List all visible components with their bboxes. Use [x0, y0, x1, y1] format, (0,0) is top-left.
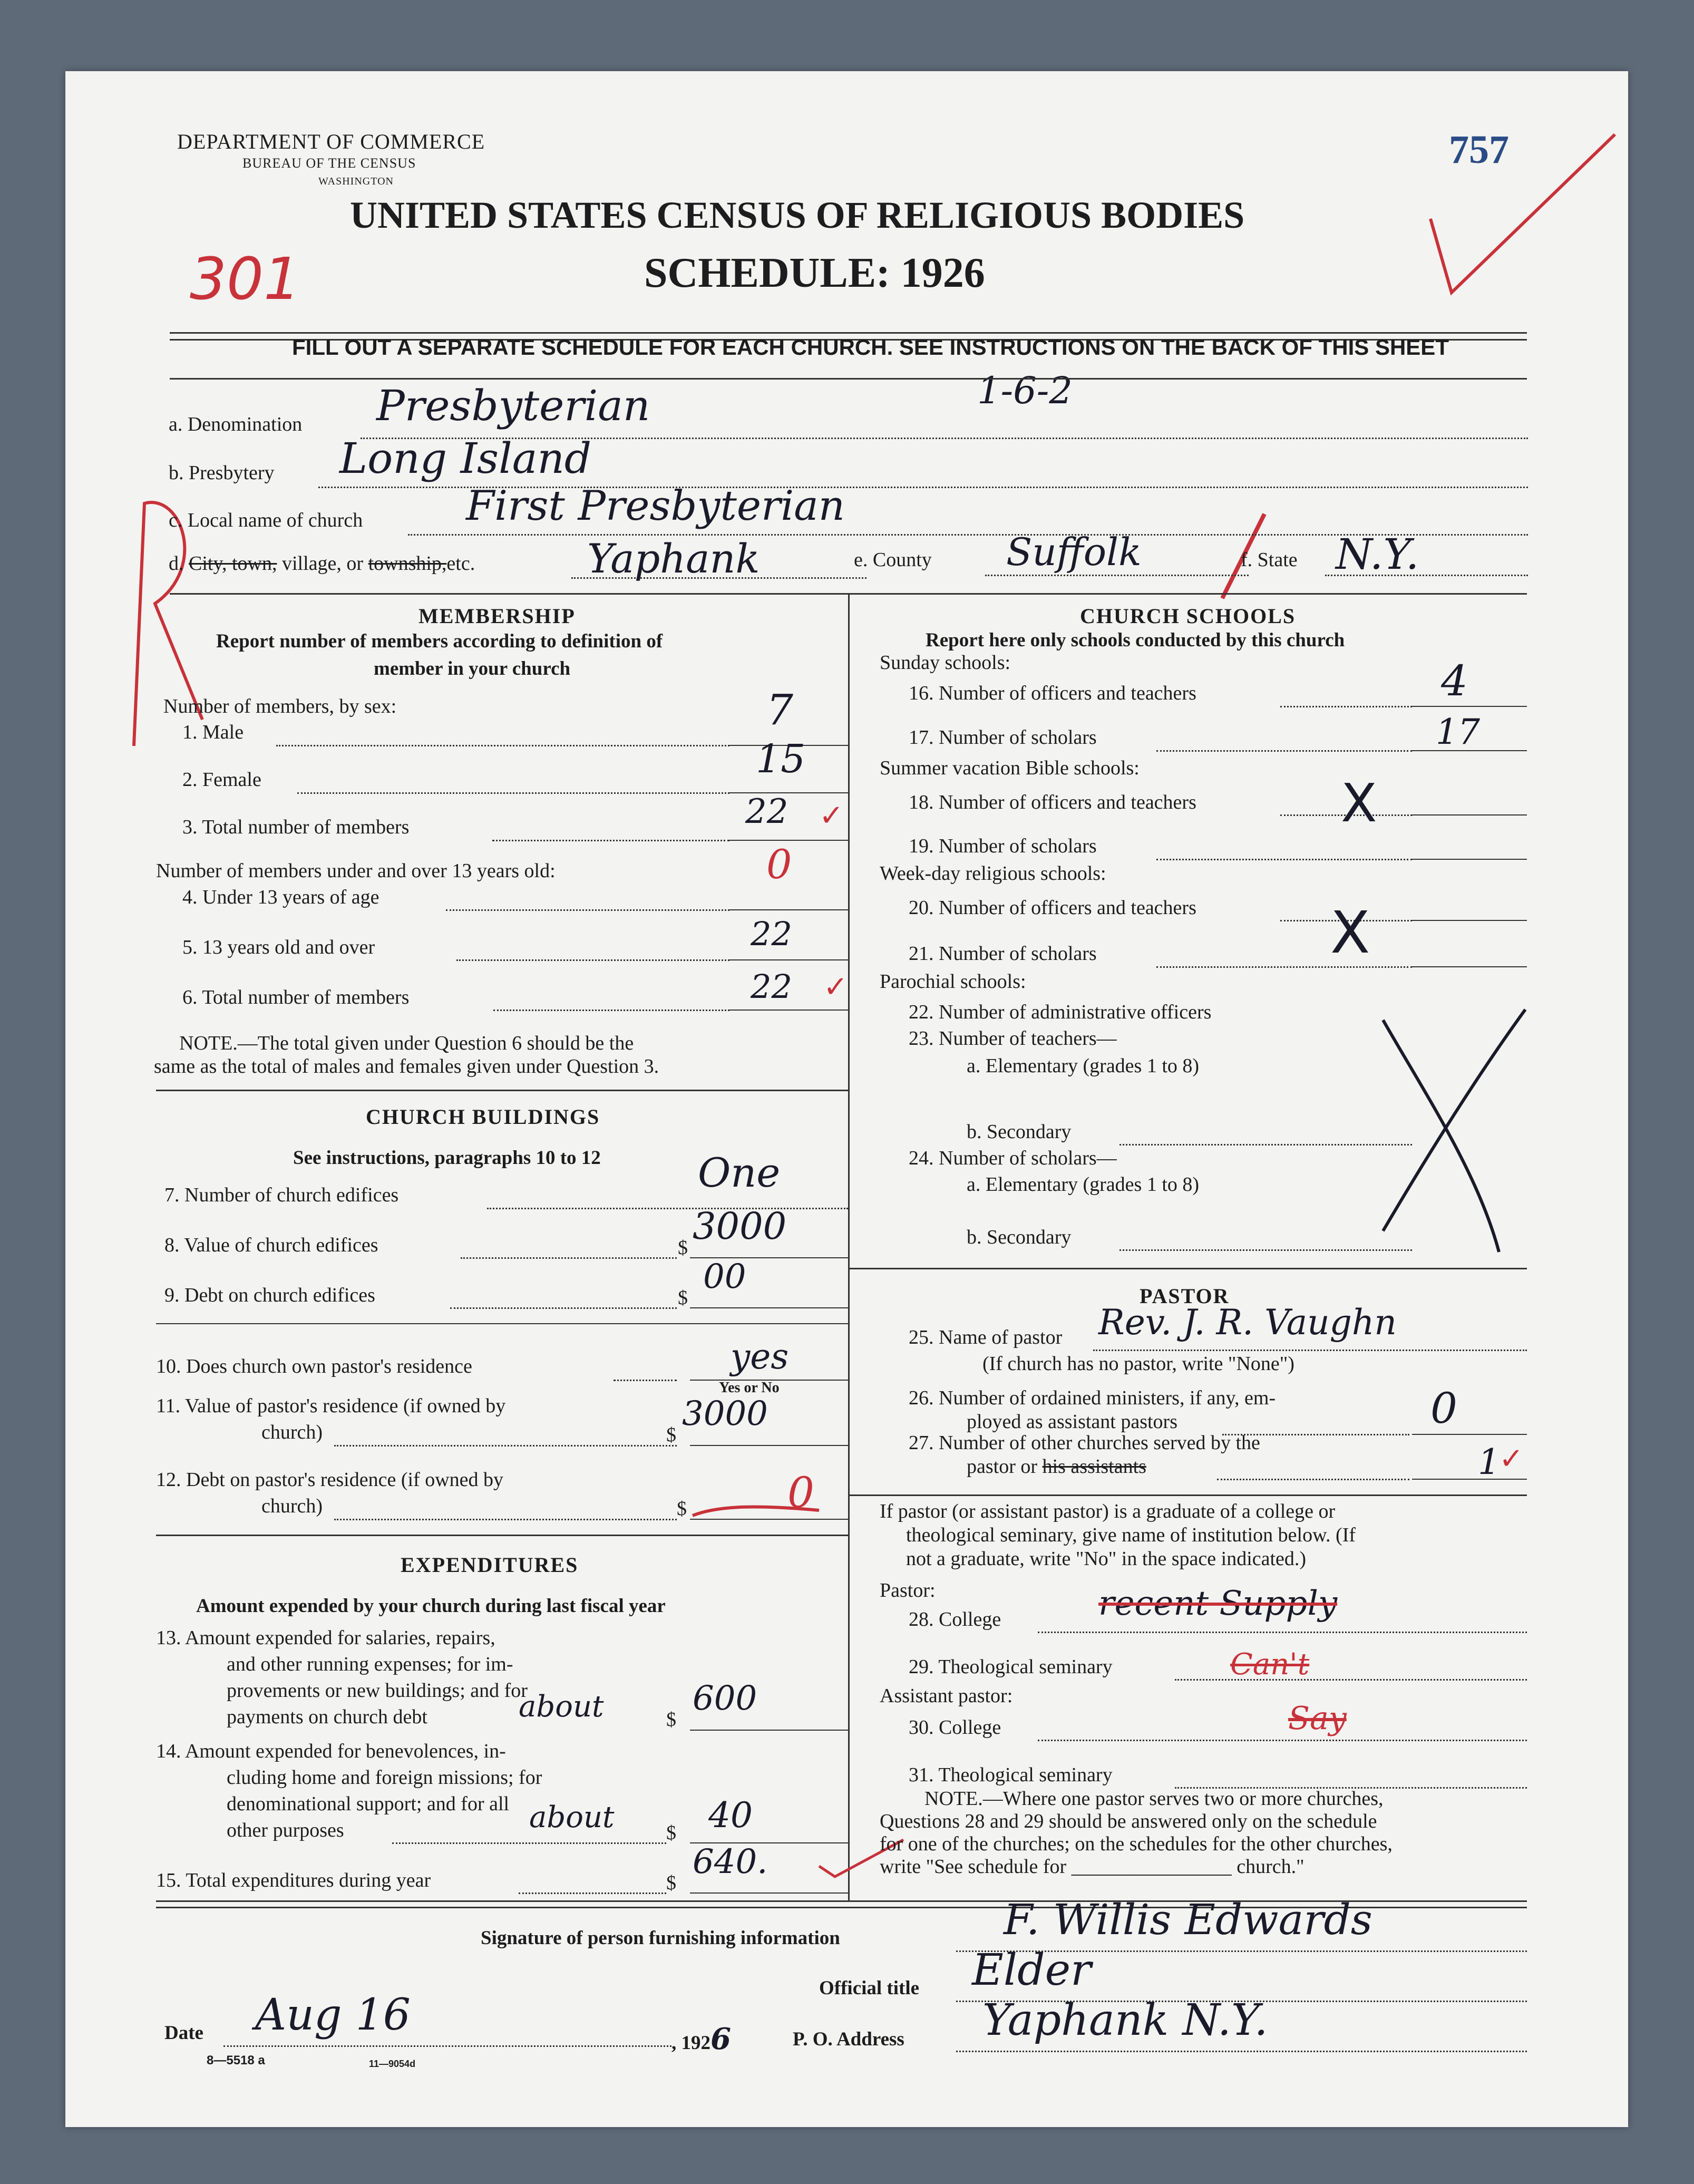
q16-value: 4	[1441, 656, 1468, 705]
q7-value: One	[698, 1149, 781, 1196]
q27-line-1: 27. Number of other churches served by the	[909, 1432, 1260, 1454]
weekday-heading: Week-day religious schools:	[880, 862, 1106, 885]
instruction-line: FILL OUT A SEPARATE SCHEDULE FOR EACH CHURCH. SEE INSTRUCTIONS ON THE BACK OF THIS SHEET	[292, 335, 1449, 360]
q14-line-4: other purposes	[227, 1819, 344, 1841]
q9-dollar: $	[678, 1287, 688, 1309]
signature-value: F. Willis Edwards	[1004, 1895, 1372, 1944]
q28-label: 28. College	[909, 1608, 1001, 1630]
presbytery-label: b. Presbytery	[169, 462, 275, 484]
q17-value: 17	[1436, 712, 1480, 752]
date-value: Aug 16	[255, 1990, 411, 2040]
county-label: e. County	[854, 549, 932, 571]
sunday-heading: Sunday schools:	[880, 652, 1011, 674]
pastor-note-3: for one of the churches; on the schedules for the other churches,	[880, 1833, 1393, 1855]
state-label: f. State	[1241, 549, 1298, 571]
q21-label: 21. Number of scholars	[909, 943, 1097, 965]
hand-number: 301	[190, 245, 300, 313]
form-number: 8—5518 a	[207, 2053, 265, 2067]
q10-hint: Yes or No	[719, 1380, 780, 1396]
membership-note-2: same as the total of males and females given under Question 3.	[154, 1055, 659, 1078]
q31-label: 31. Theological seminary	[909, 1764, 1113, 1786]
q30-label: 30. College	[909, 1716, 1001, 1739]
q18-value: X	[1341, 772, 1377, 834]
q12-value: 0	[787, 1468, 814, 1517]
q29-label: 29. Theological seminary	[909, 1656, 1113, 1678]
po-address-value: Yaphank N.Y.	[982, 1995, 1268, 2045]
pastor-note-2: Questions 28 and 29 should be answered only on the schedule	[880, 1810, 1377, 1832]
q12-label-1: 12. Debt on pastor's residence (if owned by	[156, 1469, 504, 1491]
form-title: UNITED STATES CENSUS OF RELIGIOUS BODIES	[350, 194, 1245, 236]
q1-value: 7	[766, 685, 793, 734]
state-value: N.Y.	[1336, 530, 1419, 579]
q3-check-icon: ✓	[819, 800, 844, 832]
locality-value: Yaphank	[587, 535, 760, 582]
q8-value: 3000	[693, 1205, 787, 1248]
q6-label: 6. Total number of members	[182, 986, 410, 1008]
q13-line-3: provements or new buildings; and for	[227, 1680, 528, 1702]
church-name-label: c. Local name of church	[169, 509, 363, 531]
by-sex-heading: Number of members, by sex:	[163, 695, 397, 717]
po-address-label: P. O. Address	[793, 2028, 904, 2050]
expenditures-title: EXPENDITURES	[401, 1553, 579, 1577]
county-value: Suffolk	[1006, 530, 1142, 574]
q5-label: 5. 13 years old and over	[182, 936, 375, 958]
q8-label: 8. Value of church edifices	[164, 1234, 378, 1256]
q24b-label: b. Secondary	[967, 1226, 1072, 1248]
q27-value: 1	[1478, 1442, 1500, 1482]
q5-value: 22	[751, 915, 792, 953]
q3-value: 22	[745, 792, 788, 831]
census-schedule-sheet	[65, 71, 1628, 2127]
q14-line-1: 14. Amount expended for benevolences, in-	[156, 1740, 506, 1762]
q26-line-2: ployed as assistant pastors	[967, 1411, 1178, 1433]
q15-label: 15. Total expenditures during year	[156, 1869, 431, 1891]
q10-label: 10. Does church own pastor's residence	[156, 1355, 472, 1377]
pastor-subheading: Pastor:	[880, 1579, 936, 1601]
q10-value: yes	[731, 1336, 789, 1377]
membership-title: MEMBERSHIP	[418, 604, 576, 628]
q4-label: 4. Under 13 years of age	[182, 886, 379, 908]
city-line: WASHINGTON	[318, 176, 394, 187]
q19-label: 19. Number of scholars	[909, 835, 1097, 857]
age-heading: Number of members under and over 13 years old:	[156, 860, 556, 882]
expenditures-subtitle: Amount expended by your church during last fiscal year	[196, 1595, 666, 1617]
q8-dollar: $	[678, 1237, 688, 1259]
q23a-label: a. Elementary (grades 1 to 8)	[967, 1055, 1200, 1077]
q13-dollar: $	[666, 1709, 676, 1731]
buildings-title: CHURCH BUILDINGS	[366, 1105, 600, 1129]
q27-check-icon: ✓	[1499, 1443, 1524, 1476]
q30-value: Say	[1288, 1700, 1347, 1737]
parochial-cross-icon	[1351, 1004, 1562, 1257]
presbytery-value: Long Island	[339, 434, 592, 483]
q25-label: 25. Name of pastor	[909, 1326, 1063, 1348]
q14-line-3: denominational support; and for all	[227, 1793, 510, 1815]
classification-code: 1-6-2	[977, 369, 1073, 412]
q20-value: X	[1330, 899, 1370, 966]
q11-dollar: $	[666, 1424, 676, 1446]
membership-subtitle-1: Report number of members according to definition of	[216, 630, 663, 652]
q12-dollar: $	[677, 1498, 687, 1520]
grad-note-3: not a graduate, write "No" in the space indicated.)	[906, 1548, 1307, 1570]
signature-label: Signature of person furnishing information	[481, 1927, 840, 1949]
q13-prefix: about	[519, 1690, 604, 1724]
q24a-label: a. Elementary (grades 1 to 8)	[967, 1173, 1200, 1196]
red-check-top-icon	[1415, 124, 1625, 298]
q15-value: 640.	[693, 1842, 768, 1881]
q1-label: 1. Male	[182, 721, 244, 743]
dept-line: DEPARTMENT OF COMMERCE	[177, 130, 485, 153]
q13-line-4: payments on church debt	[227, 1706, 427, 1728]
q11-label-1: 11. Value of pastor's residence (if owned by	[156, 1395, 506, 1417]
schools-subtitle: Report here only schools conducted by this church	[926, 629, 1345, 651]
q14-line-2: cluding home and foreign missions; for	[227, 1766, 542, 1789]
q24-label: 24. Number of scholars—	[909, 1147, 1117, 1169]
q28-value: recent Supply	[1098, 1584, 1338, 1623]
q18-label: 18. Number of officers and teachers	[909, 791, 1196, 813]
q26-value: 0	[1430, 1384, 1457, 1433]
pastor-title: PASTOR	[1140, 1284, 1230, 1308]
q15-dollar: $	[666, 1872, 676, 1894]
q9-label: 9. Debt on church edifices	[164, 1284, 375, 1306]
q29-value: Can't	[1230, 1647, 1310, 1682]
q25-value: Rev. J. R. Vaughn	[1098, 1302, 1397, 1343]
church-name-value: First Presbyterian	[466, 482, 845, 530]
membership-subtitle-2: member in your church	[374, 658, 571, 680]
q3-label: 3. Total number of members	[182, 816, 410, 838]
denomination-value: Presbyterian	[376, 381, 650, 430]
q27-line-2: pastor or his assistants	[967, 1455, 1146, 1478]
q11-value: 3000	[682, 1394, 768, 1433]
official-title-label: Official title	[819, 1977, 920, 1999]
q25-hint: (If church has no pastor, write "None")	[982, 1353, 1294, 1375]
q6-check-icon: ✓	[823, 971, 848, 1004]
grad-note-2: theological seminary, give name of institution below. (If	[906, 1524, 1356, 1546]
schedule-year: SCHEDULE: 1926	[644, 250, 985, 296]
q2-value: 15	[756, 736, 806, 782]
buildings-subtitle: See instructions, paragraphs 10 to 12	[293, 1147, 601, 1169]
pastor-note-1: NOTE.—Where one pastor serves two or more churches,	[924, 1788, 1384, 1810]
locality-label: d. City, town, village, or township,etc.	[169, 552, 475, 575]
schools-title: CHURCH SCHOOLS	[1080, 604, 1296, 628]
q2-label: 2. Female	[182, 769, 261, 791]
q14-prefix: about	[529, 1800, 615, 1834]
parochial-heading: Parochial schools:	[880, 970, 1026, 993]
q23-label: 23. Number of teachers—	[909, 1027, 1117, 1050]
q6-value: 22	[751, 967, 792, 1006]
q14-value: 40	[708, 1795, 753, 1836]
q14-dollar: $	[666, 1822, 676, 1844]
q16-label: 16. Number of officers and teachers	[909, 682, 1196, 704]
stamp-number: 757	[1449, 128, 1509, 172]
q13-value: 600	[693, 1679, 757, 1718]
summer-heading: Summer vacation Bible schools:	[880, 757, 1140, 779]
bureau-line: BUREAU OF THE CENSUS	[242, 156, 416, 171]
q20-label: 20. Number of officers and teachers	[909, 897, 1196, 919]
membership-note-1: NOTE.—The total given under Question 6 should be the	[179, 1032, 634, 1054]
pastor-note-4: write "See schedule for ________________ church."	[880, 1856, 1304, 1878]
q9-value: 00	[703, 1257, 746, 1296]
q22-label: 22. Number of administrative officers	[909, 1001, 1212, 1023]
q12-label-2: church)	[261, 1495, 323, 1517]
q4-value: 0	[766, 841, 792, 888]
q13-line-2: and other running expenses; for im-	[227, 1653, 513, 1675]
q13-line-1: 13. Amount expended for salaries, repairs,	[156, 1627, 495, 1649]
denomination-label: a. Denomination	[169, 413, 303, 435]
q26-line-1: 26. Number of ordained ministers, if any, em-	[909, 1387, 1276, 1409]
print-number: 11—9054d	[369, 2059, 416, 2069]
q23b-label: b. Secondary	[967, 1121, 1072, 1143]
q7-label: 7. Number of church edifices	[164, 1184, 399, 1206]
grad-note-1: If pastor (or assistant pastor) is a graduate of a college or	[880, 1500, 1336, 1522]
q11-label-2: church)	[261, 1421, 323, 1443]
official-title-value: Elder	[972, 1945, 1092, 1995]
assistant-subheading: Assistant pastor:	[880, 1685, 1013, 1707]
year-prefix: , 1926	[671, 2022, 731, 2056]
date-label: Date	[164, 2022, 203, 2044]
q17-label: 17. Number of scholars	[909, 726, 1097, 749]
